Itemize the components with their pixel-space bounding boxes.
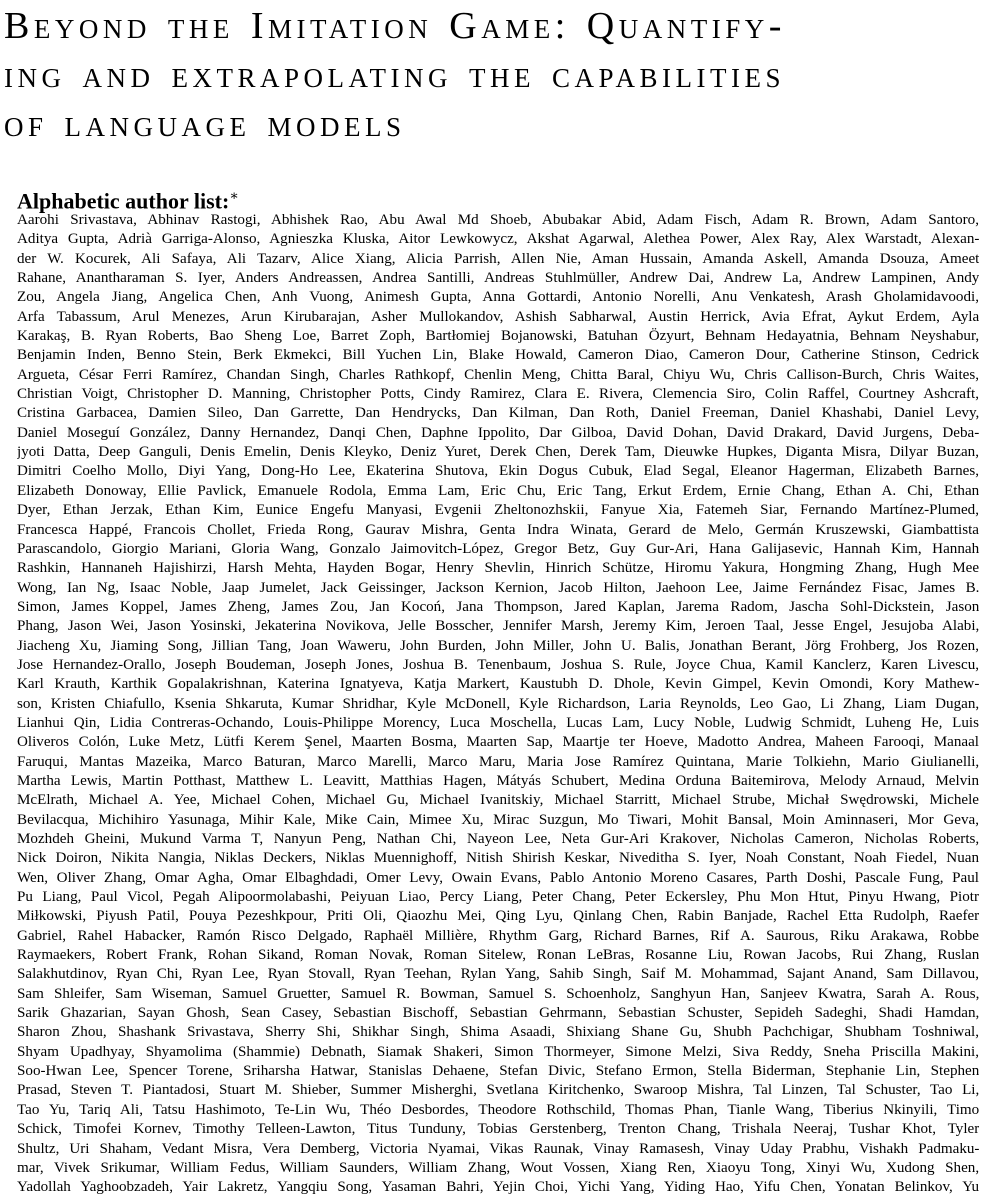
footnote-mark: ∗	[229, 189, 239, 204]
author-line: Wen, Oliver Zhang, Omar Agha, Omar Elbaghdadi, Omer Levy, Owain Evans, Pablo Antonio Moreno Casares, Parth Doshi, Pascale Fung, Paul	[17, 869, 979, 886]
author-line: Sarik Ghazarian, Sayan Ghosh, Sean Casey, Sebastian Bischoff, Sebastian Gehrmann, Sebastian Schuster, Sepideh Sadeghi, Shadi Hamdan,	[17, 1005, 979, 1022]
author-line: Faruqui, Mantas Mazeika, Marco Baturan, Marco Marelli, Marco Maru, Maria Jose Ramírez Quintana, Marie Tolkiehn, Mario Giulianelli,	[17, 753, 979, 770]
author-line: Aditya Gupta, Adrià Garriga-Alonso, Agnieszka Kluska, Aitor Lewkowycz, Akshat Agarwal, Alethea Power, Alex Ray, Alex Warstadt, Alexan-	[17, 231, 979, 248]
author-line: jyoti Datta, Deep Ganguli, Denis Emelin, Denis Kleyko, Deniz Yuret, Derek Chen, Derek Tam, Dieuwke Hupkes, Diganta Misra, Dilyar Buzan,	[17, 444, 979, 461]
author-line: Sharon Zhou, Shashank Srivastava, Sherry Shi, Shikhar Singh, Shima Asaadi, Shixiang Shane Gu, Shubh Pachchigar, Shubham Toshniwal,	[17, 1024, 979, 1041]
author-line: McElrath, Michael A. Yee, Michael Cohen, Michael Gu, Michael Ivanitskiy, Michael Starritt, Michael Strube, Michał Swędrowski, Michele	[17, 792, 979, 809]
title-line-3: of language models	[4, 103, 406, 145]
author-line: Miłkowski, Piyush Patil, Pouya Pezeshkpour, Priti Oli, Qiaozhu Mei, Qing Lyu, Qinlang Chen, Rabin Banjade, Rachel Etta Rudolph, Raefer	[17, 908, 979, 925]
author-line: Rahane, Anantharaman S. Iyer, Anders Andreassen, Andrea Santilli, Andreas Stuhlmüller, Andrew Dai, Andrew La, Andrew Lampinen, Andy	[17, 270, 979, 287]
author-line: Mozhdeh Gheini, Mukund Varma T, Nanyun Peng, Nathan Chi, Nayeon Lee, Neta Gur-Ari Krakover, Nicholas Cameron, Nicholas Roberts,	[17, 831, 979, 847]
author-line: Oliveros Colón, Luke Metz, Lütfi Kerem Şenel, Maarten Bosma, Maarten Sap, Maartje ter Hoeve, Madotto Andrea, Maheen Farooqi, Manaal	[17, 734, 979, 751]
author-line: Benjamin Inden, Benno Stein, Berk Ekmekci, Bill Yuchen Lin, Blake Howald, Cameron Diao, Cameron Dour, Catherine Stinson, Cedrick	[17, 347, 979, 364]
author-heading-text: Alphabetic author list:	[17, 188, 230, 214]
author-line: der W. Kocurek, Ali Safaya, Ali Tazarv, Alice Xiang, Alicia Parrish, Allen Nie, Aman Hussain, Amanda Askell, Amanda Dsouza, Ameet	[17, 250, 979, 267]
author-line: Rashkin, Hannaneh Hajishirzi, Harsh Mehta, Hayden Bogar, Henry Shevlin, Hinrich Schütze, Hiromu Yakura, Hongming Zhang, Hugh Mee	[17, 560, 979, 577]
author-line: Bevilacqua, Michihiro Yasunaga, Mihir Kale, Mike Cain, Mimee Xu, Mirac Suzgun, Mo Tiwari, Mohit Bansal, Moin Aminnaseri, Mor Geva,	[17, 811, 979, 828]
author-line: Dyer, Ethan Jerzak, Ethan Kim, Eunice Engefu Manyasi, Evgenii Zheltonozhskii, Fanyue Xia, Fatemeh Siar, Fernando Martínez-Plumed,	[17, 502, 979, 519]
author-line: Parascandolo, Giorgio Mariani, Gloria Wang, Gonzalo Jaimovitch-López, Gregor Betz, Guy Gur-Ari, Hana Galijasevic, Hannah Kim, Hannah	[17, 540, 979, 557]
author-line: Daniel Moseguí González, Danny Hernandez, Danqi Chen, Daphne Ippolito, Dar Gilboa, David Dohan, David Drakard, David Jurgens, Deba-	[17, 424, 979, 441]
author-line: Shultz, Uri Shaham, Vedant Misra, Vera Demberg, Victoria Nyamai, Vikas Raunak, Vinay Ramasesh, Vinay Uday Prabhu, Vishakh Padmaku-	[17, 1140, 979, 1157]
author-line: Lianhui Qin, Lidia Contreras-Ochando, Louis-Philippe Morency, Luca Moschella, Lucas Lam, Lucy Noble, Ludwig Schmidt, Luheng He, Luis	[17, 714, 979, 731]
author-line: Gabriel, Rahel Habacker, Ramón Risco Delgado, Raphaël Millière, Rhythm Garg, Richard Barnes, Rif A. Saurous, Riku Arakawa, Robbe	[17, 927, 979, 944]
author-line: Elizabeth Donoway, Ellie Pavlick, Emanuele Rodola, Emma Lam, Eric Chu, Eric Tang, Erkut Erdem, Ernie Chang, Ethan A. Chi, Ethan	[17, 482, 979, 499]
author-list	[17, 211, 979, 1198]
author-line: Shyam Upadhyay, Shyamolima (Shammie) Debnath, Siamak Shakeri, Simon Thormeyer, Simone Melzi, Siva Reddy, Sneha Priscilla Makini,	[17, 1043, 979, 1060]
author-line: son, Kristen Chiafullo, Ksenia Shkaruta, Kumar Shridhar, Kyle McDonell, Kyle Richardson, Laria Reynolds, Leo Gao, Li Zhang, Liam Dugan,	[17, 695, 979, 712]
author-line: Raymaekers, Robert Frank, Rohan Sikand, Roman Novak, Roman Sitelew, Ronan LeBras, Rosanne Liu, Rowan Jacobs, Rui Zhang, Ruslan	[17, 947, 979, 964]
title-line-2: ing and extrapolating the capabilities	[4, 54, 785, 96]
author-line: Dimitri Coelho Mollo, Diyi Yang, Dong-Ho Lee, Ekaterina Shutova, Ekin Dogus Cubuk, Elad Segal, Eleanor Hagerman, Elizabeth Barnes,	[17, 463, 979, 480]
author-line: Karl Krauth, Karthik Gopalakrishnan, Katerina Ignatyeva, Katja Markert, Kaustubh D. Dhole, Kevin Gimpel, Kevin Omondi, Kory Mathew-	[17, 676, 979, 693]
author-line: Nick Doiron, Nikita Nangia, Niklas Deckers, Niklas Muennighoff, Nitish Shirish Keskar, Niveditha S. Iyer, Noah Constant, Noah Fiedel, Nuan	[17, 850, 979, 867]
author-line: Schick, Timofei Kornev, Timothy Telleen-Lawton, Titus Tunduny, Tobias Gerstenberg, Trenton Chang, Trishala Neeraj, Tushar Khot, Tyler	[17, 1121, 979, 1138]
title-line-1: Beyond the Imitation Game: Quantify-	[4, 5, 786, 47]
author-line: Jiacheng Xu, Jiaming Song, Jillian Tang, Joan Waweru, John Burden, John Miller, John U. Balis, Jonathan Berant, Jörg Frohberg, Jos Rozen,	[17, 637, 979, 654]
author-line: Yadollah Yaghoobzadeh, Yair Lakretz, Yangqiu Song, Yasaman Bahri, Yejin Choi, Yichi Yang, Yiding Hao, Yifu Chen, Yonatan Belinkov, Yu	[17, 1179, 979, 1196]
author-line: Argueta, César Ferri Ramírez, Chandan Singh, Charles Rathkopf, Chenlin Meng, Chitta Baral, Chiyu Wu, Chris Callison-Burch, Chris Waites,	[17, 366, 979, 383]
author-line: Christian Voigt, Christopher D. Manning, Christopher Potts, Cindy Ramirez, Clara E. Rivera, Clemencia Siro, Colin Raffel, Courtney Ashcraft,	[17, 386, 979, 403]
author-line: Sam Shleifer, Sam Wiseman, Samuel Gruetter, Samuel R. Bowman, Samuel S. Schoenholz, Sanghyun Han, Sanjeev Kwatra, Sarah A. Rous,	[17, 985, 979, 1002]
author-line: Pu Liang, Paul Vicol, Pegah Alipoormolabashi, Peiyuan Liao, Percy Liang, Peter Chang, Peter Eckersley, Phu Mon Htut, Pinyu Hwang, Piotr	[17, 889, 979, 906]
author-line: Soo-Hwan Lee, Spencer Torene, Sriharsha Hatwar, Stanislas Dehaene, Stefan Divic, Stefano Ermon, Stella Biderman, Stephanie Lin, Stephen	[17, 1063, 979, 1080]
author-line: Jose Hernandez-Orallo, Joseph Boudeman, Joseph Jones, Joshua B. Tenenbaum, Joshua S. Rule, Joyce Chua, Kamil Kanclerz, Karen Livescu,	[17, 656, 979, 673]
author-line: Arfa Tabassum, Arul Menezes, Arun Kirubarajan, Asher Mullokandov, Ashish Sabharwal, Austin Herrick, Avia Efrat, Aykut Erdem, Ayla	[17, 308, 979, 325]
author-line: Karakaş, B. Ryan Roberts, Bao Sheng Loe, Barret Zoph, Bartłomiej Bojanowski, Batuhan Özyurt, Behnam Hedayatnia, Behnam Neyshabur,	[17, 328, 979, 345]
author-line: Salakhutdinov, Ryan Chi, Ryan Lee, Ryan Stovall, Ryan Teehan, Rylan Yang, Sahib Singh, Saif M. Mohammad, Sajant Anand, Sam Dillavou,	[17, 966, 979, 983]
author-line: Phang, Jason Wei, Jason Yosinski, Jekaterina Novikova, Jelle Bosscher, Jennifer Marsh, Jeremy Kim, Jeroen Taal, Jesse Engel, Jesujoba Alabi,	[17, 618, 979, 635]
paper-title	[4, 2, 990, 149]
author-line: Tao Yu, Tariq Ali, Tatsu Hashimoto, Te-Lin Wu, Théo Desbordes, Theodore Rothschild, Thomas Phan, Tianle Wang, Tiberius Nkinyili, Timo	[17, 1101, 979, 1118]
author-line: Francesca Happé, Francois Chollet, Frieda Rong, Gaurav Mishra, Genta Indra Winata, Gerard de Melo, Germán Kruszewski, Giambattista	[17, 521, 979, 538]
author-line: Wong, Ian Ng, Isaac Noble, Jaap Jumelet, Jack Geissinger, Jackson Kernion, Jacob Hilton, Jaehoon Lee, Jaime Fernández Fisac, James B.	[17, 579, 979, 596]
author-line: mar, Vivek Srikumar, William Fedus, William Saunders, William Zhang, Wout Vossen, Xiang Ren, Xiaoyu Tong, Xinyi Wu, Xudong Shen,	[17, 1159, 979, 1176]
author-line: Simon, James Koppel, James Zheng, James Zou, Jan Kocoń, Jana Thompson, Jared Kaplan, Jarema Radom, Jascha Sohl-Dickstein, Jason	[17, 598, 979, 615]
author-line: Zou, Angela Jiang, Angelica Chen, Anh Vuong, Animesh Gupta, Anna Gottardi, Antonio Norelli, Anu Venkatesh, Arash Gholamidavoodi,	[17, 289, 979, 306]
author-line: Prasad, Steven T. Piantadosi, Stuart M. Shieber, Summer Misherghi, Svetlana Kiritchenko, Swaroop Mishra, Tal Linzen, Tal Schuster, Tao Li,	[17, 1082, 979, 1099]
author-line: Aarohi Srivastava, Abhinav Rastogi, Abhishek Rao, Abu Awal Md Shoeb, Abubakar Abid, Adam Fisch, Adam R. Brown, Adam Santoro,	[17, 212, 979, 228]
author-line: Martha Lewis, Martin Potthast, Matthew L. Leavitt, Matthias Hagen, Mátyás Schubert, Medina Orduna Baitemirova, Melody Arnaud, Melvin	[17, 772, 979, 789]
author-line: Cristina Garbacea, Damien Sileo, Dan Garrette, Dan Hendrycks, Dan Kilman, Dan Roth, Daniel Freeman, Daniel Khashabi, Daniel Levy,	[17, 405, 979, 422]
